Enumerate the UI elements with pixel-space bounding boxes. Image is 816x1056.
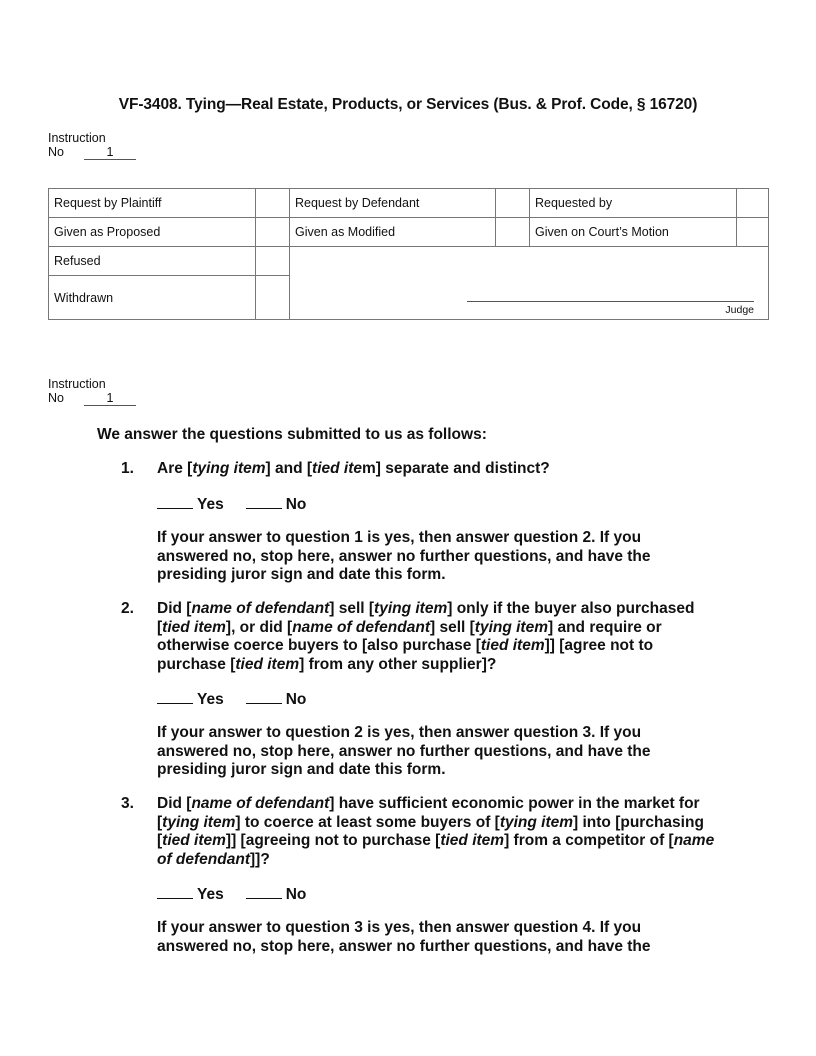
requested-by-box[interactable] [737, 189, 769, 218]
question-text: Are [tying item] and [tied item] separate and distinct? [157, 460, 550, 477]
instruction-number-block-2 [48, 377, 136, 406]
request-status-table [48, 188, 769, 320]
withdrawn-label: Withdrawn [49, 276, 256, 320]
refused-box[interactable] [256, 247, 290, 276]
given-as-modified-box[interactable] [496, 218, 530, 247]
judge-signature-line[interactable] [467, 301, 754, 302]
no-label: No [48, 391, 64, 405]
instruction-label: Instruction [48, 131, 106, 145]
refused-label: Refused [49, 247, 256, 276]
request-by-defendant-label: Request by Defendant [290, 189, 496, 218]
judge-signature-area [290, 247, 769, 320]
page-title: VF-3408. Tying—Real Estate, Products, or Services (Bus. & Prof. Code, § 16720) [118, 96, 698, 113]
given-as-proposed-box[interactable] [256, 218, 290, 247]
instruction-number: 1 [84, 392, 136, 406]
question-number: 2. [121, 600, 134, 617]
yes-blank[interactable] [157, 884, 193, 899]
yes-blank[interactable] [157, 689, 193, 704]
request-by-plaintiff-label: Request by Plaintiff [49, 189, 256, 218]
question-3-followup: If your answer to question 3 is yes, then answer question 4. If you answered no, stop here, answer no further questions, and have the [157, 919, 651, 955]
question-text: Did [name of defendant] have sufficient economic power in the market for [tying item] to coerce at least some buyers of [tying item] into [purchasing [tied item]] [agreeing not to purchase [tied item] from a competitor of [name of defendant]]? [157, 795, 715, 868]
no-blank[interactable] [246, 884, 282, 899]
question-1-followup: If your answer to question 1 is yes, then answer question 2. If you answered no, stop here, answer no further questions, and have the presiding juror sign and date this form. [157, 529, 651, 583]
yes-blank[interactable] [157, 494, 193, 509]
requested-by-label: Requested by [530, 189, 737, 218]
no-label: No [285, 496, 307, 513]
question-1-answer [157, 494, 306, 515]
withdrawn-box[interactable] [256, 276, 290, 320]
verdict-intro: We answer the questions submitted to us as follows: [97, 426, 487, 443]
no-blank[interactable] [246, 494, 282, 509]
no-label: No [285, 691, 307, 708]
request-by-defendant-box[interactable] [496, 189, 530, 218]
question-text: Did [name of defendant] sell [tying item] only if the buyer also purchased [tied item], or did [name of defendant] sell [tying item] and require or otherwise coerce buyers to [also purchase [tied item]] [agree not to purchase [tied item] from any other supplier]? [157, 600, 695, 673]
question-number: 1. [121, 460, 134, 477]
question-3-answer [157, 884, 306, 905]
instruction-label: Instruction [48, 377, 106, 391]
no-label: No [285, 886, 307, 903]
given-on-courts-motion-label: Given on Court’s Motion [530, 218, 737, 247]
yes-label: Yes [197, 886, 224, 903]
given-as-proposed-label: Given as Proposed [49, 218, 256, 247]
judge-label: Judge [725, 304, 754, 316]
instruction-number: 1 [84, 146, 136, 160]
question-2-followup: If your answer to question 2 is yes, then answer question 3. If you answered no, stop here, answer no further questions, and have the presiding juror sign and date this form. [157, 724, 651, 778]
request-by-plaintiff-box[interactable] [256, 189, 290, 218]
no-label: No [48, 145, 64, 159]
given-on-courts-motion-box[interactable] [737, 218, 769, 247]
question-number: 3. [121, 795, 134, 812]
instruction-number-block [48, 131, 136, 160]
given-as-modified-label: Given as Modified [290, 218, 496, 247]
no-blank[interactable] [246, 689, 282, 704]
question-2-answer [157, 689, 306, 710]
yes-label: Yes [197, 691, 224, 708]
yes-label: Yes [197, 496, 224, 513]
